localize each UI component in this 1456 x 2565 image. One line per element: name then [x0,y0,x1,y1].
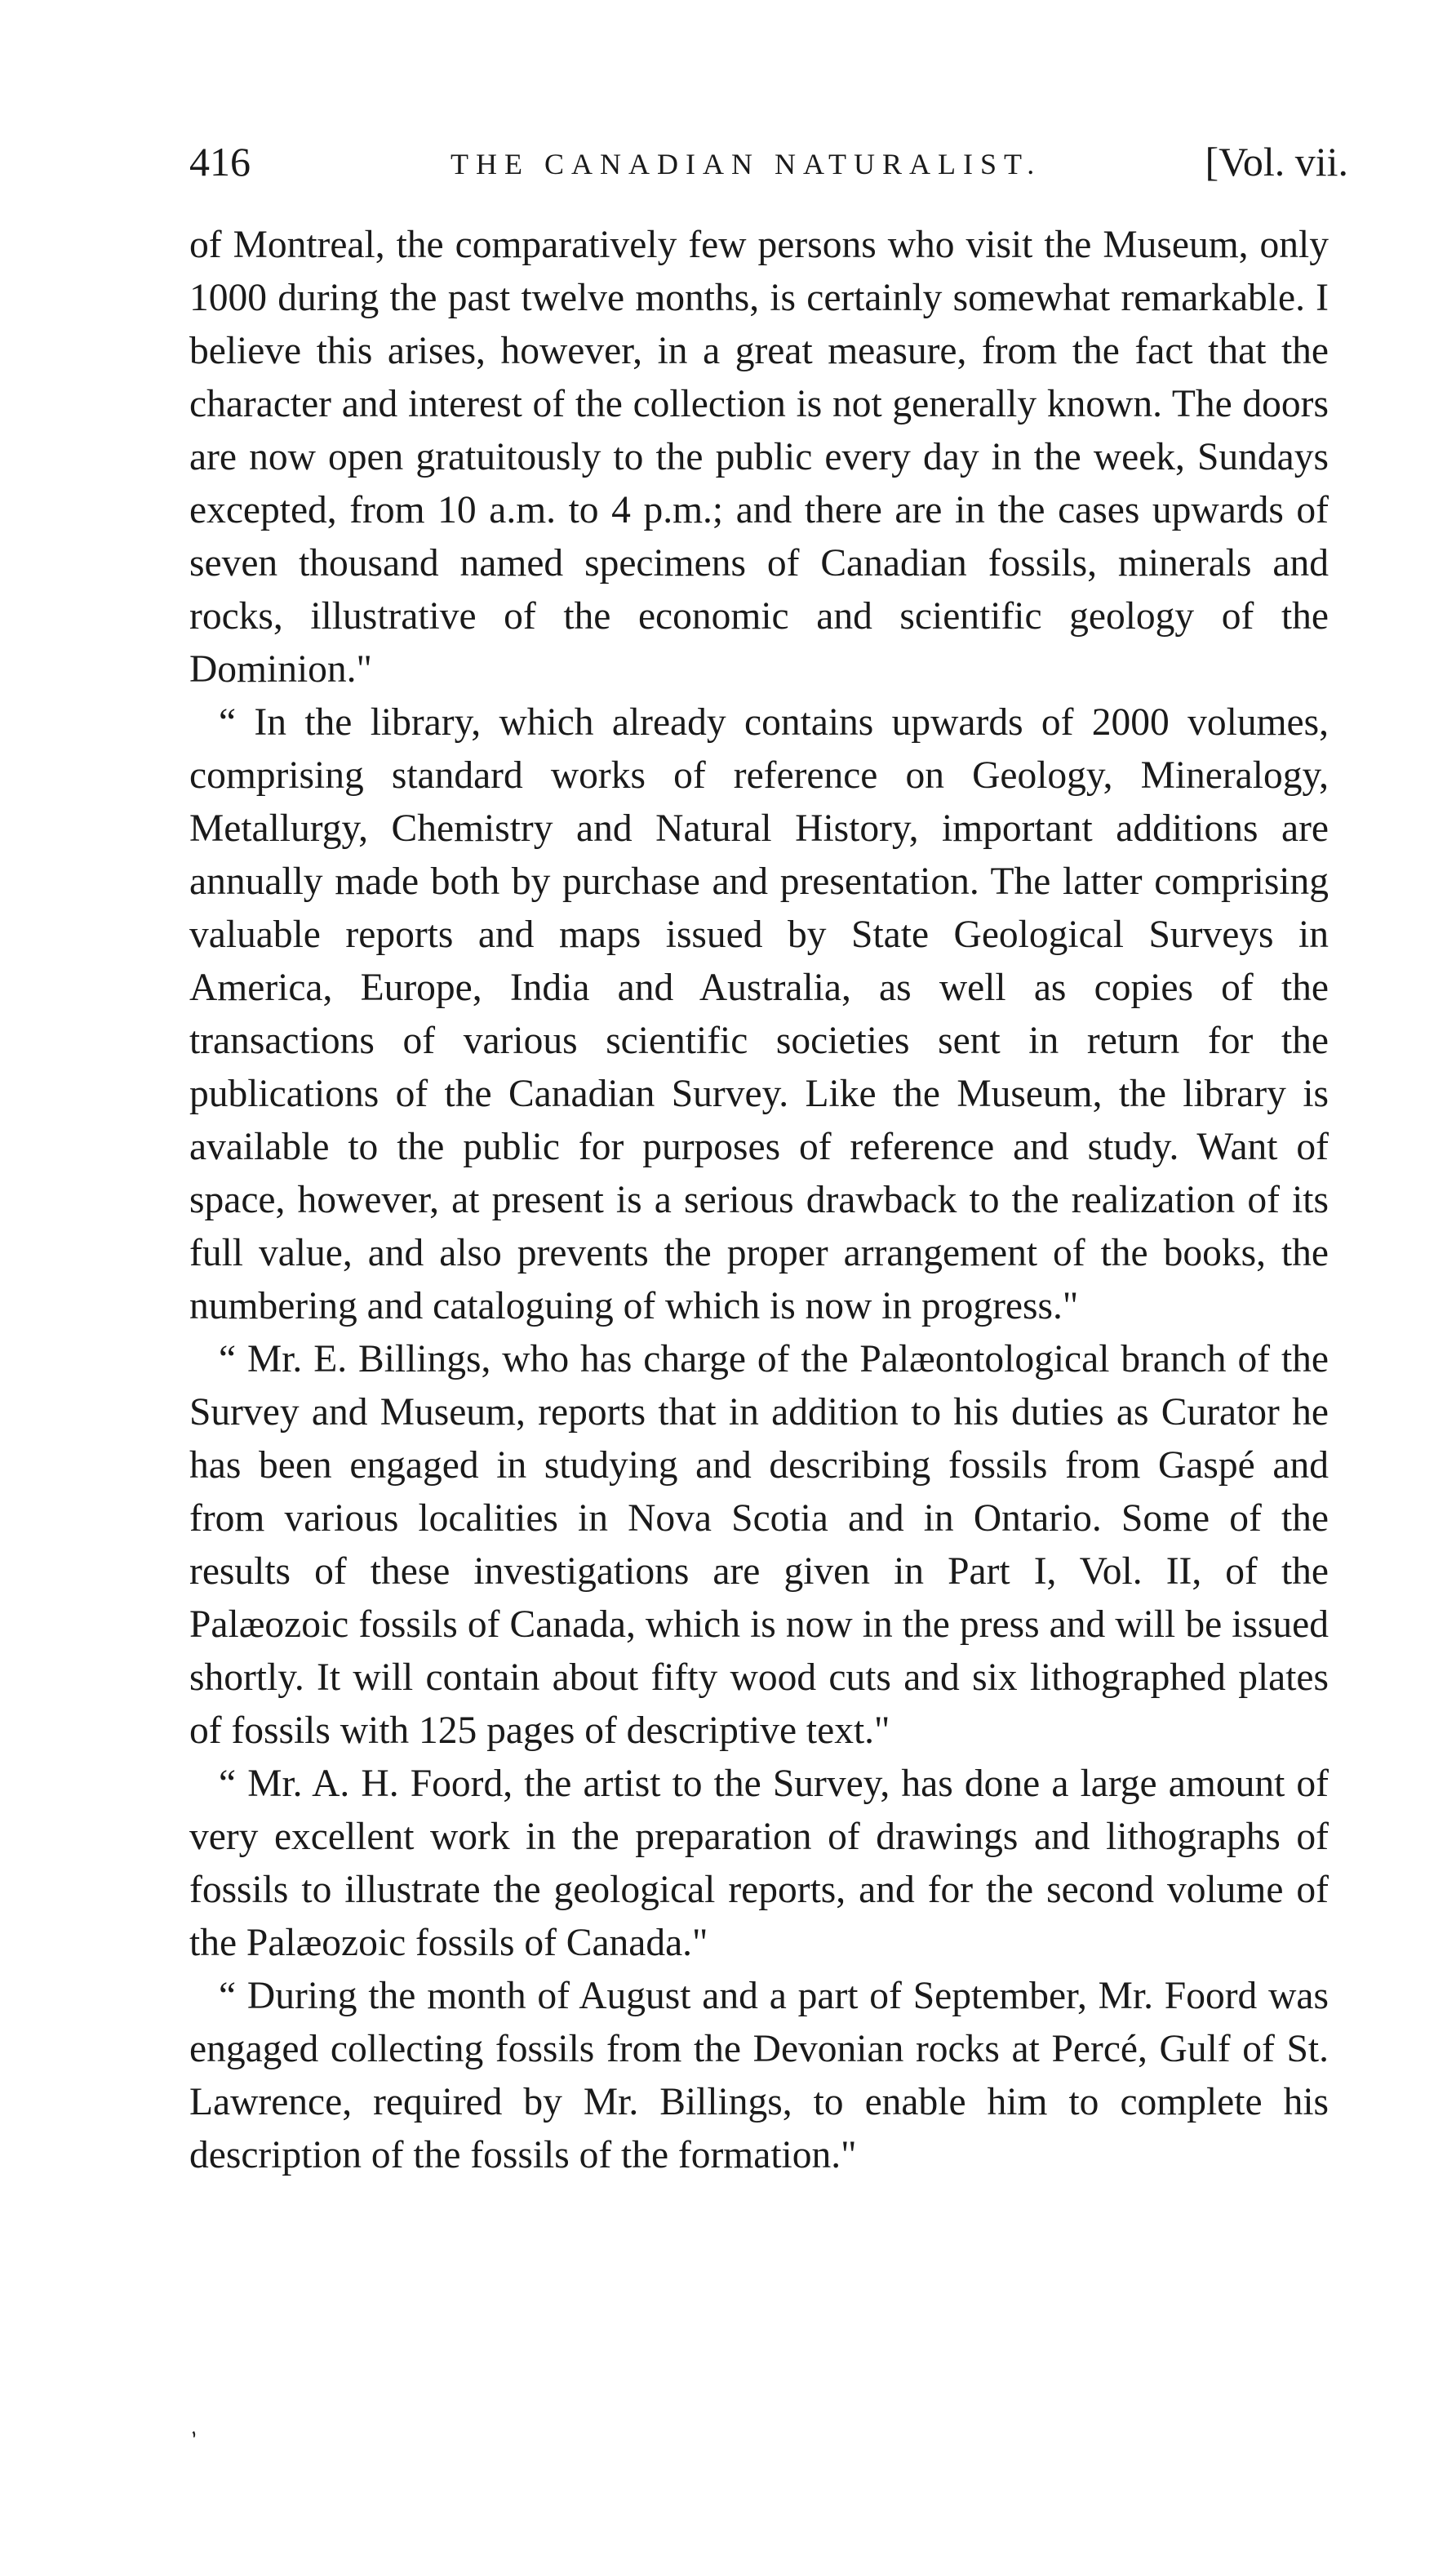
footer-mark: ’ [187,2425,207,2454]
volume-label: [Vol. vii. [1205,139,1348,184]
paragraph-billings-report: “ Mr. E. Billings, who has charge of the Palæontological branch of the Survey and Museum, reports that in addition to his duties as Curator he has been engaged in studying and describing fossils from Gaspé and from various localities in Nova Scotia and in Ontario. Some of the results of these investigations are given in Part I, Vol. II, of the Palæozoic fossils of Canada, which is now in the press and will be issued shortly. It will contain about fifty wood cuts and six lithographed plates of fossils with 125 pages of descriptive text." [189,1338,1329,1752]
journal-title: THE CANADIAN NATURALIST. [451,148,1042,180]
paragraph-library: “ In the library, which already contains upwards of 2000 volumes, comprising standard works of reference on Geology, Mineralogy, Metallurgy, Chemistry and Natural History, important additions are annually made both by purchase and presentation. The latter comprising valuable reports and maps issued by State Geological Surveys in America, Europe, India and Australia, as well as copies of the transactions of various scientific societies sent in return for the publications of the Canadian Survey. Like the Museum, the library is available to the public for purposes of reference and study. Want of space, however, at present is a serious drawback to the realization of its full value, and also prevents the proper arrangement of the books, the numbering and cataloguing of which is now in progress." [189,701,1329,1327]
paragraph-museum-visitors: of Montreal, the comparatively few persons who visit the Museum, only 1000 during the past twelve months, is certainly somewhat remarkable. I believe this arises, however, in a great measure, from the fact that the character and interest of the collection is not generally known. The doors are now open gratuitously to the public every day in the week, Sundays excepted, from 10 a.m. to 4 p.m.; and there are in the cases upwards of seven thousand named specimens of Canadian fossils, minerals and rocks, illustrative of the economic and scientific geology of the Dominion." [189,224,1329,691]
paragraph-foord-artist: “ Mr. A. H. Foord, the artist to the Survey, has done a large amount of very excellent work in the preparation of drawings and lithographs of fossils to illustrate the geological reports, and for the second volume of the Palæozoic fossils of Canada." [189,1763,1329,1964]
paragraph-foord-collecting: “ During the month of August and a part of September, Mr. Foord was engaged collecting fossils from the Devonian rocks at Percé, Gulf of St. Lawrence, required by Mr. Billings, to enable him to complete his description of the fossils of the formation." [189,1975,1329,2176]
running-head [189,137,1348,194]
page-number: 416 [189,139,251,184]
body-text [189,219,1329,2182]
